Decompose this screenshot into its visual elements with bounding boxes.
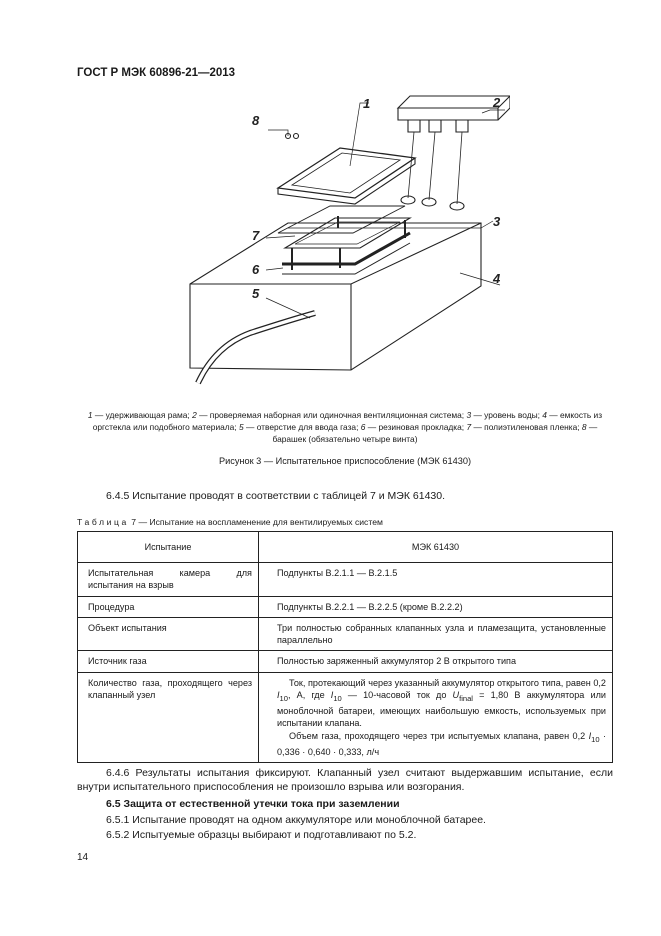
legend-text: проверяемая наборная или одиночная вентиляционная система; [209, 410, 465, 420]
legend-num: 5 [239, 422, 244, 432]
table-cell: Объект испытания [78, 617, 259, 651]
formula-subscript: 10 [591, 734, 600, 744]
paragraph-6-5-1: 6.5.1 Испытание проводят на одном аккумуляторе или моноблочной батарее. [106, 814, 486, 826]
legend-num: 6 [360, 422, 366, 432]
test-fixture-drawing [170, 88, 510, 403]
table-header-cell: МЭК 61430 [259, 532, 613, 563]
legend-text: барашек (обязательно четыре винта) [272, 434, 418, 444]
table-cell: Полностью заряженный аккумулятор 2 В открытого типа [259, 651, 613, 672]
formula-symbol: I [330, 690, 334, 701]
legend-text: удерживающая рама; [105, 410, 190, 420]
formula-part: · 0,336 · 0,640 · 0,333, л/ч [277, 730, 606, 757]
formula-subscript: 10 [333, 693, 342, 703]
legend-num: 4 [542, 410, 547, 420]
formula-part: Объем газа, проходящего через три испытуемых клапана, равен 0,2 [289, 730, 586, 741]
legend-text: уровень воды; [484, 410, 540, 420]
legend-text: емкость из оргстекла или подобного материала; [92, 410, 603, 432]
ignition-test-table [77, 531, 613, 763]
formula-part: — 10-часовой ток до [347, 690, 447, 701]
legend-num: 7 [466, 422, 472, 432]
figure-label-1: 1 [363, 96, 371, 111]
paragraph-6-4-5: 6.4.5 Испытание проводят в соответствии с таблицей 7 и МЭК 61430. [106, 490, 446, 502]
legend-text: отверстие для ввода газа; [256, 422, 359, 432]
table-header-row [78, 532, 613, 563]
table-cell [259, 672, 613, 762]
gas-volume-text [277, 730, 606, 758]
table-cell: Подпункты В.2.1.1 — В.2.1.5 [259, 563, 613, 597]
table-caption [77, 517, 383, 527]
table-header-cell: Испытание [78, 532, 259, 563]
table-cell: Три полностью собранных клапанных узла и пламезащита, установленные параллельно [259, 617, 613, 651]
formula-symbol: I [588, 730, 592, 741]
figure-label-2: 2 [493, 95, 501, 110]
legend-num: 2 [192, 410, 197, 420]
formula-part: = 1,80 В аккумулятора или моноблочной батареи, имеющих наибольшую емкость, используемых при испытании клапана. [277, 690, 606, 729]
legend-text: резиновая прокладка; [378, 422, 465, 432]
figure-label-3: 3 [493, 214, 501, 229]
formula-part: , А, где [287, 690, 325, 701]
current-formula-text [277, 677, 606, 730]
formula-subscript: 10 [279, 693, 288, 703]
table-cell: Подпункты В.2.2.1 — В.2.2.5 (кроме В.2.2.2) [259, 596, 613, 617]
paragraph-6-5-2: 6.5.2 Испытуемые образцы выбирают и подготавливают по 5.2. [106, 829, 417, 841]
paragraph-6-4-6: 6.4.6 Результаты испытания фиксируют. Клапанный узел считают выдержавшим испытание, если внутри испытательного приспособления не произошло взрыва или возгорания. [77, 767, 613, 793]
page-number: 14 [77, 852, 89, 863]
formula-symbol: I [277, 690, 280, 701]
figure-label-6: 6 [252, 262, 260, 277]
figure-label-4: 4 [493, 271, 501, 286]
table-caption-text: 7 — Испытание на воспламенение для вентилируемых систем [131, 517, 383, 527]
figure-label-5: 5 [252, 286, 260, 301]
legend-text: полиэтиленовая пленка; [484, 422, 580, 432]
table-cell: Процедура [78, 596, 259, 617]
figure-legend: 1 — удерживающая рама; 2 — проверяемая наборная или одиночная вентиляционная система; 3 — уровень воды; 4 — емкость из оргстекла или подобного материала; 5 — отверстие для ввода газа; 6 — резиновая прокладка; 7 — полиэтиленовая пленка; 8 — барашек (обязательно четыре винта) [87, 410, 603, 444]
figure-title: Рисунок 3 — Испытательное приспособление (МЭК 61430) [218, 456, 471, 466]
legend-num: 3 [466, 410, 472, 420]
legend-num: 1 [87, 410, 93, 420]
formula-part: Ток, протекающий через указанный аккумулятор открытого типа, равен 0,2 [289, 677, 606, 688]
table-row [78, 596, 613, 617]
table-cell: Источник газа [78, 651, 259, 672]
document-header: ГОСТ Р МЭК 60896-21—2013 [77, 67, 236, 79]
figure-label-7: 7 [252, 228, 260, 243]
table-caption-word: Таблица [77, 517, 129, 527]
formula-subscript: final [459, 693, 473, 703]
figure-label-8: 8 [252, 113, 260, 128]
table-row [78, 672, 613, 762]
legend-num: 8 [581, 422, 587, 432]
table-cell: Количество газа, проходящего через клапанный узел [78, 672, 259, 762]
formula-symbol: U [452, 690, 460, 701]
table-row [78, 617, 613, 651]
table-row [78, 651, 613, 672]
table-row [78, 563, 613, 597]
table-cell: Испытательная камера для испытания на взрыв [78, 563, 259, 597]
section-heading-6-5: 6.5 Защита от естественной утечки тока при заземлении [106, 798, 400, 810]
